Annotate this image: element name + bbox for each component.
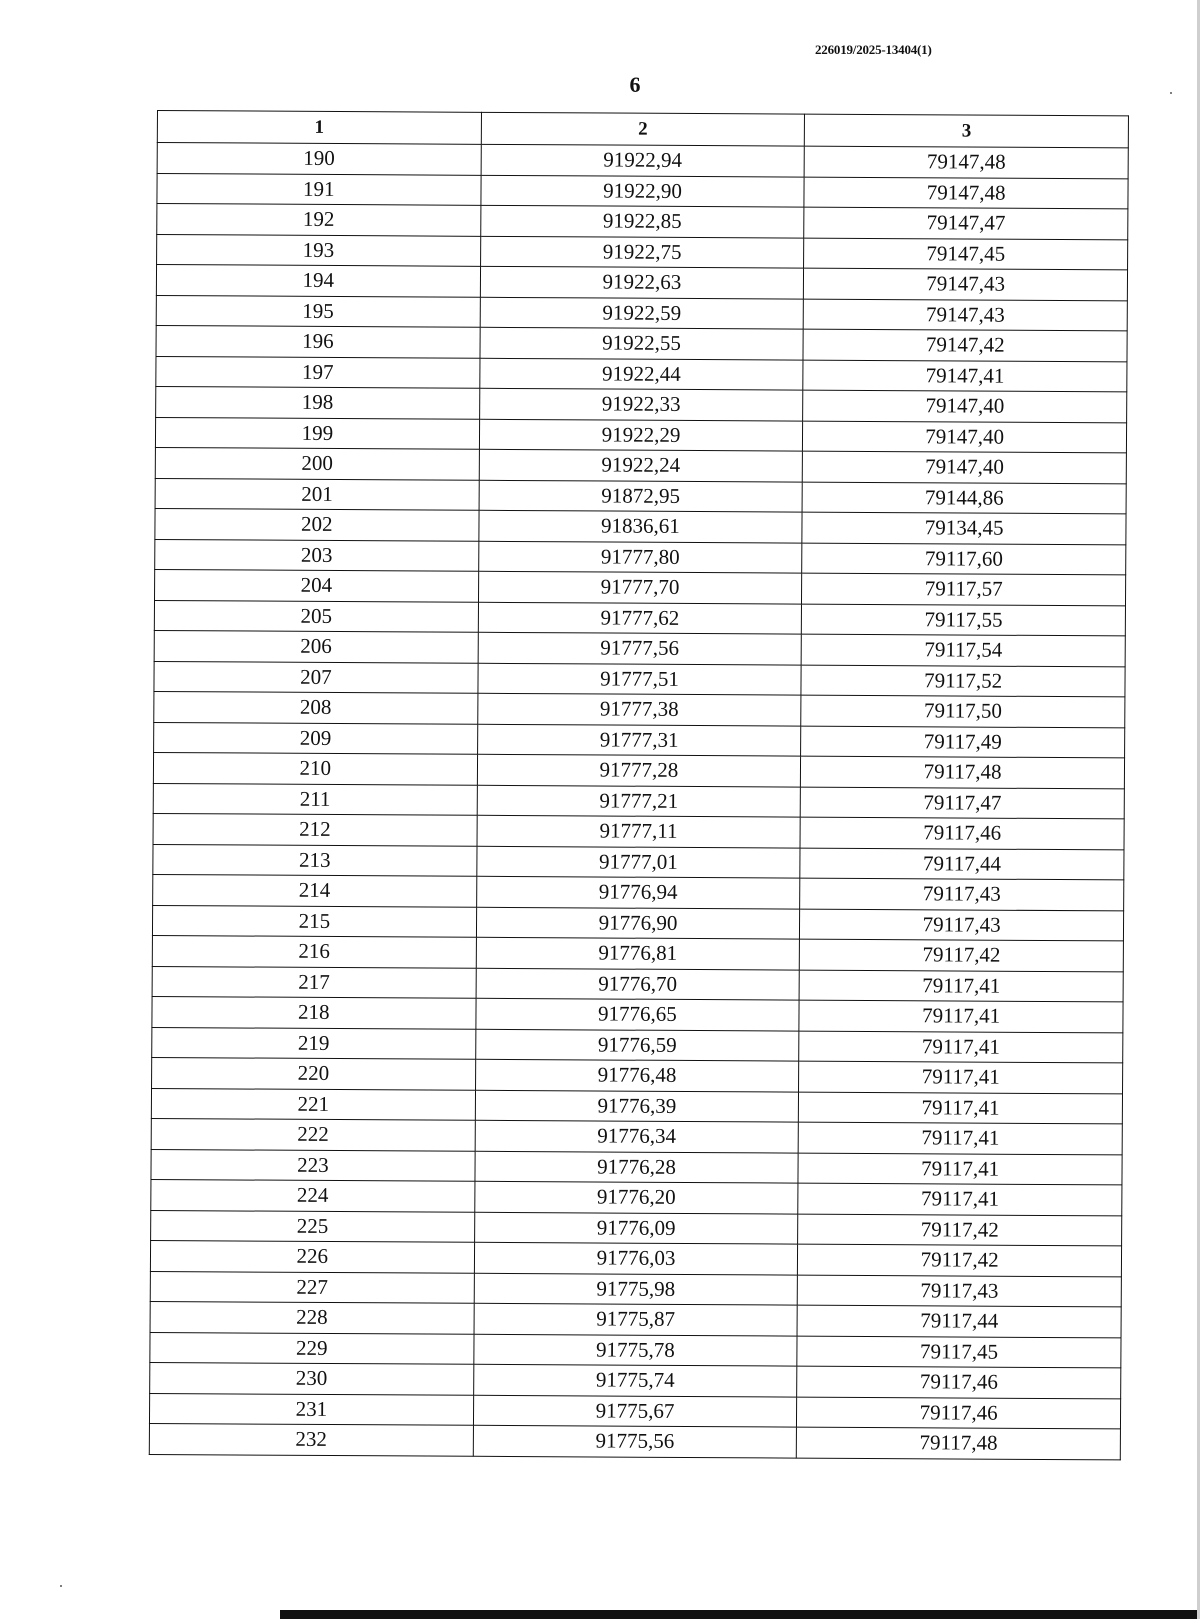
table-cell-col-3: 79117,41 [799, 1000, 1123, 1032]
table-row [152, 966, 1123, 1002]
table-cell-col-2: 91775,74 [473, 1364, 797, 1396]
column-header-2: 2 [481, 112, 805, 146]
table-row [155, 569, 1126, 605]
table-cell-col-3: 79117,41 [798, 1122, 1122, 1154]
table-cell-col-2: 91922,85 [480, 205, 804, 237]
table-cell-col-2: 91922,29 [479, 419, 803, 451]
table-cell-col-1: 191 [157, 173, 481, 205]
table-cell-col-1: 217 [152, 966, 476, 998]
table-row [153, 752, 1124, 788]
table-cell-col-2: 91775,56 [473, 1425, 797, 1457]
table-row [157, 204, 1128, 240]
table-cell-col-2: 91777,70 [478, 571, 802, 603]
scan-bottom-edge [280, 1610, 1200, 1619]
table-cell-col-1: 210 [153, 752, 477, 784]
table-cell-col-2: 91777,80 [478, 541, 802, 573]
table-cell-col-1: 199 [155, 417, 479, 449]
table-cell-col-1: 203 [155, 539, 479, 571]
table-cell-col-3: 79117,46 [797, 1397, 1121, 1429]
table-cell-col-1: 190 [157, 143, 481, 175]
column-header-3: 3 [805, 114, 1129, 148]
table-row [151, 1118, 1122, 1154]
table-cell-col-1: 218 [152, 996, 476, 1028]
table-cell-col-3: 79134,45 [802, 512, 1126, 544]
table-cell-col-3: 79117,46 [800, 817, 1124, 849]
table-cell-col-3: 79117,43 [800, 878, 1124, 910]
table-cell-col-1: 226 [150, 1240, 474, 1272]
table-row [156, 265, 1127, 301]
page-number: 6 [629, 72, 641, 97]
table-cell-col-2: 91922,55 [480, 327, 804, 359]
table-cell-col-2: 91776,65 [476, 998, 800, 1030]
table-cell-col-1: 222 [151, 1118, 475, 1150]
table-cell-col-3: 79117,41 [799, 1061, 1123, 1093]
coordinates-table [149, 110, 1129, 1460]
table-cell-col-2: 91836,61 [479, 510, 803, 542]
table-cell-col-3: 79117,42 [798, 1244, 1122, 1276]
table-cell-col-2: 91775,87 [474, 1303, 798, 1335]
table-cell-col-1: 228 [150, 1301, 474, 1333]
table-cell-col-3: 79117,41 [798, 1183, 1122, 1215]
table-cell-col-1: 202 [155, 508, 479, 540]
table-cell-col-2: 91777,11 [477, 815, 801, 847]
table-cell-col-2: 91922,59 [480, 297, 804, 329]
table-cell-col-2: 91776,81 [476, 937, 800, 969]
table-row [151, 1179, 1122, 1215]
table-cell-col-3: 79117,54 [801, 634, 1125, 666]
table-cell-col-1: 224 [151, 1179, 475, 1211]
table-row [153, 783, 1124, 819]
table-cell-col-2: 91776,48 [475, 1059, 799, 1091]
table-cell-col-3: 79117,47 [801, 787, 1125, 819]
table-row [152, 1027, 1123, 1063]
table-cell-col-1: 215 [152, 905, 476, 937]
table-cell-col-1: 231 [149, 1393, 473, 1425]
document-reference-number: 226019/2025-13404(1) [815, 42, 932, 57]
table-cell-col-1: 205 [154, 600, 478, 632]
table-cell-col-3: 79147,45 [804, 238, 1128, 270]
table-cell-col-2: 91922,63 [480, 266, 804, 298]
table-cell-col-2: 91922,90 [481, 175, 805, 207]
table-cell-col-3: 79117,44 [800, 848, 1124, 880]
table-row [151, 1149, 1122, 1185]
scan-speck [1170, 92, 1172, 94]
table-cell-col-1: 201 [155, 478, 479, 510]
table-cell-col-1: 209 [154, 722, 478, 754]
table-cell-col-3: 79117,41 [799, 970, 1123, 1002]
table-cell-col-1: 197 [156, 356, 480, 388]
table-header-row [157, 111, 1128, 148]
table-row [155, 478, 1126, 514]
table-cell-col-3: 79117,57 [802, 573, 1126, 605]
coordinates-table-container [149, 110, 1129, 1460]
table-row [154, 600, 1125, 636]
table-cell-col-2: 91777,21 [477, 785, 801, 817]
table-row [157, 143, 1128, 179]
table-cell-col-1: 194 [156, 265, 480, 297]
table-row [155, 508, 1126, 544]
table-cell-col-2: 91777,56 [478, 632, 802, 664]
table-cell-col-2: 91777,51 [478, 663, 802, 695]
table-cell-col-3: 79117,48 [797, 1427, 1121, 1459]
table-row [156, 325, 1127, 361]
table-row [153, 813, 1124, 849]
table-cell-col-3: 79147,40 [803, 451, 1127, 483]
table-cell-col-3: 79117,42 [798, 1214, 1122, 1246]
table-cell-col-2: 91777,38 [477, 693, 801, 725]
table-cell-col-1: 232 [149, 1423, 473, 1455]
table-cell-col-3: 79117,44 [797, 1305, 1121, 1337]
table-cell-col-3: 79147,43 [803, 299, 1127, 331]
table-cell-col-1: 221 [151, 1088, 475, 1120]
table-row [154, 722, 1125, 758]
table-cell-col-1: 230 [150, 1362, 474, 1394]
table-row [153, 874, 1124, 910]
table-body [149, 143, 1128, 1460]
table-row [150, 1301, 1121, 1337]
table-cell-col-2: 91922,44 [479, 358, 803, 390]
table-cell-col-3: 79117,41 [799, 1031, 1123, 1063]
table-cell-col-3: 79147,48 [804, 146, 1128, 178]
table-cell-col-3: 79147,43 [804, 268, 1128, 300]
table-cell-col-3: 79117,43 [798, 1275, 1122, 1307]
table-cell-col-2: 91775,98 [474, 1273, 798, 1305]
table-cell-col-2: 91776,09 [474, 1212, 798, 1244]
table-cell-col-1: 225 [151, 1210, 475, 1242]
table-row [150, 1362, 1121, 1398]
table-row [149, 1393, 1120, 1429]
table-cell-col-1: 192 [157, 204, 481, 236]
table-cell-col-2: 91775,67 [473, 1395, 797, 1427]
table-cell-col-1: 204 [155, 569, 479, 601]
table-cell-col-1: 206 [154, 630, 478, 662]
table-row [152, 935, 1123, 971]
table-row [155, 539, 1126, 575]
table-cell-col-3: 79117,48 [801, 756, 1125, 788]
table-cell-col-2: 91776,90 [476, 907, 800, 939]
table-cell-col-1: 213 [153, 844, 477, 876]
table-row [155, 447, 1126, 483]
table-row [150, 1332, 1121, 1368]
table-cell-col-1: 216 [152, 935, 476, 967]
table-row [150, 1271, 1121, 1307]
table-row [154, 691, 1125, 727]
table-cell-col-1: 196 [156, 325, 480, 357]
table-row [156, 295, 1127, 331]
table-row [156, 356, 1127, 392]
table-cell-col-1: 214 [153, 874, 477, 906]
table-cell-col-3: 79117,45 [797, 1336, 1121, 1368]
table-row [152, 1057, 1123, 1093]
table-cell-col-2: 91776,70 [476, 968, 800, 1000]
table-cell-col-1: 193 [157, 234, 481, 266]
table-cell-col-3: 79117,52 [801, 665, 1125, 697]
table-cell-col-1: 219 [152, 1027, 476, 1059]
table-cell-col-1: 195 [156, 295, 480, 327]
table-cell-col-3: 79147,40 [803, 421, 1127, 453]
table-cell-col-3: 79147,42 [803, 329, 1127, 361]
table-cell-col-2: 91776,20 [474, 1181, 798, 1213]
table-cell-col-3: 79117,49 [801, 726, 1125, 758]
table-cell-col-2: 91922,33 [479, 388, 803, 420]
table-cell-col-3: 79147,47 [804, 207, 1128, 239]
table-cell-col-3: 79147,41 [803, 360, 1127, 392]
table-row [153, 844, 1124, 880]
table-cell-col-3: 79117,41 [799, 1092, 1123, 1124]
table-row [152, 996, 1123, 1032]
table-cell-col-3: 79117,42 [800, 939, 1124, 971]
table-cell-col-1: 200 [155, 447, 479, 479]
table-cell-col-1: 220 [152, 1057, 476, 1089]
table-cell-col-2: 91922,24 [479, 449, 803, 481]
table-cell-col-3: 79117,50 [801, 695, 1125, 727]
table-cell-col-2: 91777,62 [478, 602, 802, 634]
table-cell-col-2: 91922,94 [481, 144, 805, 176]
table-cell-col-3: 79147,48 [804, 177, 1128, 209]
table-row [157, 234, 1128, 270]
table-cell-col-3: 79144,86 [802, 482, 1126, 514]
table-row [151, 1088, 1122, 1124]
table-cell-col-3: 79117,41 [798, 1153, 1122, 1185]
table-cell-col-3: 79117,43 [800, 909, 1124, 941]
table-cell-col-2: 91776,03 [474, 1242, 798, 1274]
table-cell-col-1: 223 [151, 1149, 475, 1181]
table-cell-col-2: 91777,28 [477, 754, 801, 786]
table-cell-col-3: 79117,55 [802, 604, 1126, 636]
table-row [152, 905, 1123, 941]
table-cell-col-1: 198 [156, 386, 480, 418]
table-cell-col-3: 79147,40 [803, 390, 1127, 422]
table-row [157, 173, 1128, 209]
table-cell-col-2: 91777,31 [477, 724, 801, 756]
table-row [156, 386, 1127, 422]
table-cell-col-2: 91777,01 [476, 846, 800, 878]
table-row [155, 417, 1126, 453]
table-cell-col-2: 91872,95 [479, 480, 803, 512]
table-cell-col-3: 79117,46 [797, 1366, 1121, 1398]
table-cell-col-1: 208 [154, 691, 478, 723]
column-header-1: 1 [157, 111, 481, 145]
table-row [150, 1240, 1121, 1276]
table-cell-col-2: 91776,34 [475, 1120, 799, 1152]
table-row [154, 661, 1125, 697]
table-cell-col-2: 91775,78 [473, 1334, 797, 1366]
table-row [154, 630, 1125, 666]
scan-speck [60, 1585, 62, 1587]
table-cell-col-2: 91922,75 [480, 236, 804, 268]
table-cell-col-2: 91776,94 [476, 876, 800, 908]
table-cell-col-2: 91776,28 [475, 1151, 799, 1183]
table-cell-col-2: 91776,59 [475, 1029, 799, 1061]
table-row [151, 1210, 1122, 1246]
table-cell-col-1: 207 [154, 661, 478, 693]
table-cell-col-1: 211 [153, 783, 477, 815]
table-cell-col-3: 79117,60 [802, 543, 1126, 575]
table-cell-col-1: 212 [153, 813, 477, 845]
table-cell-col-2: 91776,39 [475, 1090, 799, 1122]
table-cell-col-1: 227 [150, 1271, 474, 1303]
table-row [149, 1423, 1120, 1459]
table-cell-col-1: 229 [150, 1332, 474, 1364]
